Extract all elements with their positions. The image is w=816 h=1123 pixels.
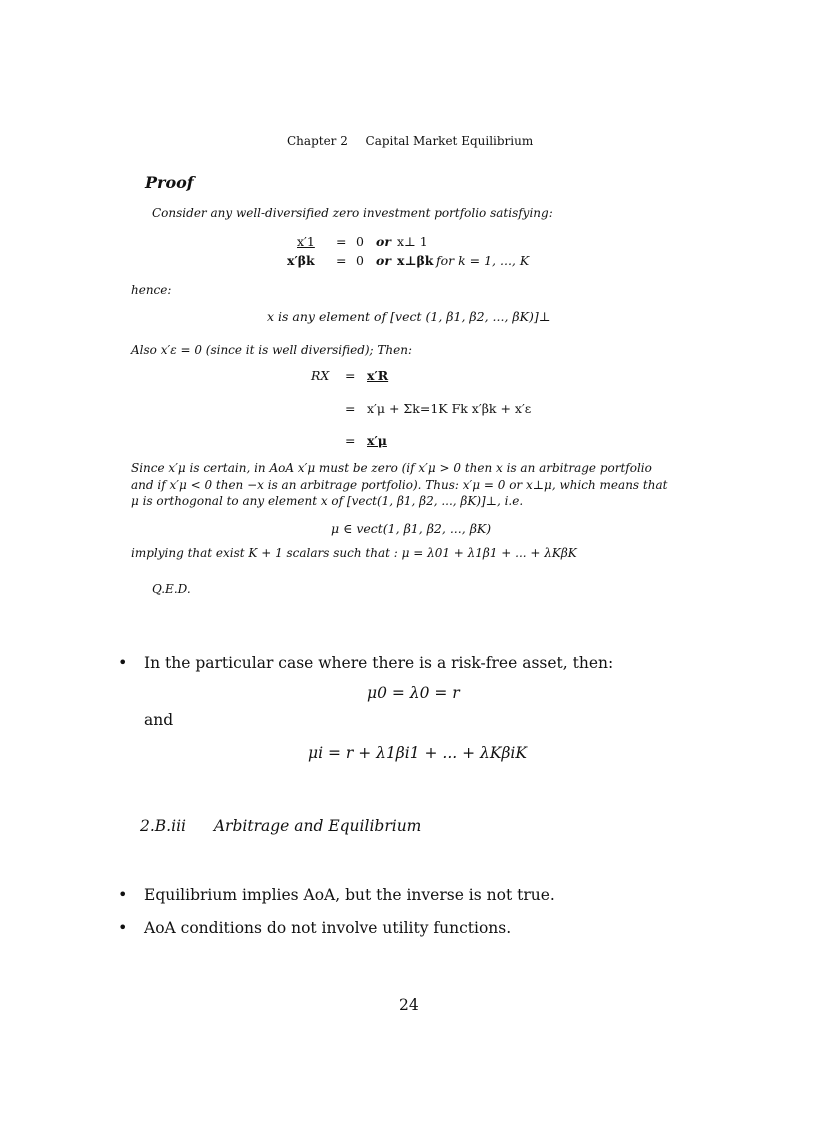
mu-i-equation: μi = r + λ1βi1 + ... + λKβiK <box>308 744 527 762</box>
chapter-title: Capital Market Equilibrium <box>365 134 534 148</box>
chapter-label: Chapter 2 <box>287 134 348 148</box>
section-title: Arbitrage and Equilibrium <box>213 817 422 835</box>
page-number: 24 <box>399 996 419 1014</box>
proof-heading: Proof <box>145 173 194 192</box>
cond2-tail: for k = 1, ..., K <box>436 253 530 268</box>
rx-rhs2: x′μ + Σk=1K Fk x′βk + x′ε <box>367 401 532 416</box>
qed-label: Q.E.D. <box>152 582 191 596</box>
since-line-1: Since x′μ is certain, in AoA x′μ must be zero (if x′μ > 0 then x is an arbitrage portfolio <box>131 461 652 475</box>
bullet-text: AoA conditions do not involve utility functions. <box>144 919 512 937</box>
cond2-or: or <box>376 253 391 268</box>
rx-rhs1: x′R <box>367 368 389 383</box>
cond1-eq: = <box>336 234 347 249</box>
bullet-dot: • <box>118 918 128 937</box>
since-line-3: μ is orthogonal to any element x of [vect(1, β1, β2, ..., βK)]⊥, i.e. <box>131 494 524 508</box>
since-line-2: and if x′μ < 0 then −x is an arbitrage portfolio). Thus: x′μ = 0 or x⊥μ, which means that <box>131 477 668 492</box>
cond2-lhs: x′βk <box>287 253 315 268</box>
hence-label: hence: <box>131 283 172 297</box>
cond2-eq: = <box>336 253 347 268</box>
rx-eq2: = <box>345 401 356 416</box>
since-paragraph <box>131 460 691 510</box>
riskfree-equation: μ0 = λ0 = r <box>367 684 460 702</box>
bullet-text: In the particular case where there is a risk-free asset, then: <box>144 654 614 672</box>
cond1-rhs: 0 <box>356 234 364 249</box>
element-statement: x is any element of [vect (1, β1, β2, ..., βK)]⊥ <box>267 309 551 324</box>
mu-in-vect: μ ∈ vect(1, β1, β2, ..., βK) <box>331 521 492 536</box>
bullet-dot: • <box>118 885 128 904</box>
bullet-dot: • <box>118 653 128 672</box>
also-statement: Also x′ε = 0 (since it is well diversified); Then: <box>131 343 413 357</box>
rx-eq3: = <box>345 433 356 448</box>
rx-lhs: RX <box>311 368 330 383</box>
rx-rhs3: x′μ <box>367 433 387 448</box>
cond1-or: or <box>376 234 391 249</box>
implying-statement: implying that exist K + 1 scalars such that : μ = λ01 + λ1β1 + ... + λKβK <box>131 546 577 560</box>
cond2-rel: x⊥βk <box>397 253 434 268</box>
and-label: and <box>144 711 174 729</box>
proof-intro: Consider any well-diversified zero investment portfolio satisfying: <box>152 206 553 220</box>
rx-eq1: = <box>345 368 356 383</box>
cond1-lhs: x′1 <box>297 234 315 249</box>
cond2-rhs: 0 <box>356 253 364 268</box>
section-number: 2.B.iii <box>140 817 186 835</box>
cond1-rel: x⊥ 1 <box>397 234 428 249</box>
section-heading <box>140 817 421 835</box>
bullet-text: Equilibrium implies AoA, but the inverse is not true. <box>144 886 555 904</box>
running-header <box>287 134 533 148</box>
